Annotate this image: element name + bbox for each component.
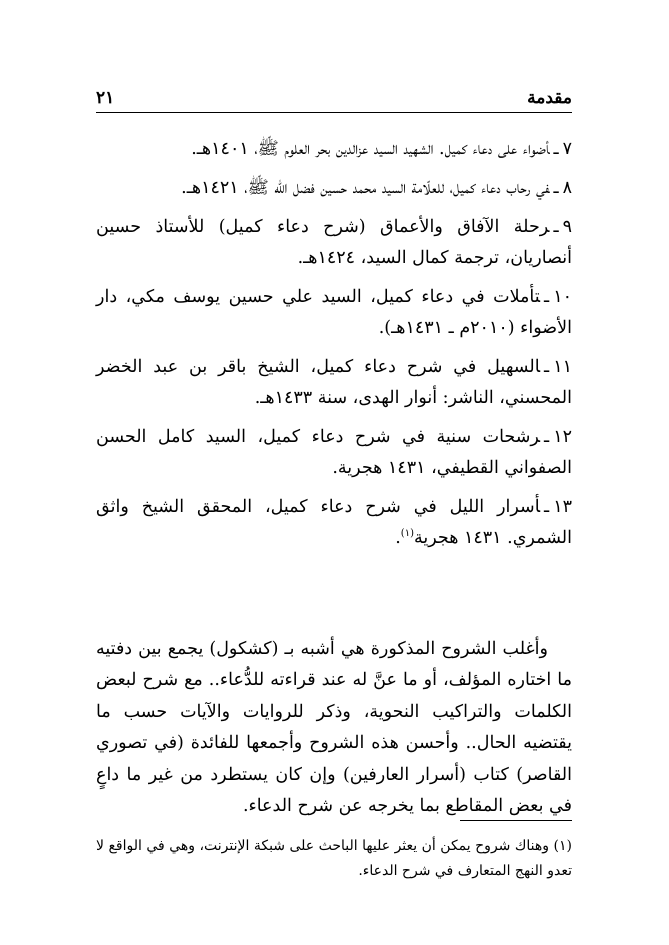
item-end-punctuation: .	[395, 528, 401, 548]
item-text: أسرار الليل في شرح دعاء كميل، المحقق الشيخ واثق الشمري. ١٤٣١ هجرية	[96, 497, 572, 548]
footnote-reference: (١)	[400, 528, 414, 540]
body-paragraph: وأغلب الشروح المذكورة هي أشبه بـ (كشكول) يجمع بين دفتيه ما اختاره المؤلف، أو ما عنَّ له عند قراءته للدُّعاء.. مع شرح لبعض الكلمات والتراكيب النحوية، وذكر للروايات والآيات حسب ما يقتضيه الحال.. وأحسن هذه الشروح وأجمعها للفائدة (في تصوري القاصر) كتاب (أسرار العارفين) وإن كان يستطرد من غير ما داعٍ في بعض المقاطع بما يخرجه عن شرح الدعاء.	[96, 638, 572, 816]
item-separator: ـ	[544, 497, 550, 517]
item-number: ٩	[562, 217, 572, 237]
item-separator: ـ	[553, 139, 559, 159]
item-separator: ـ	[553, 178, 559, 198]
page-number: ٢١	[96, 88, 115, 108]
item-separator: ـ	[553, 217, 559, 237]
footnote-mark: (١)	[553, 838, 573, 854]
item-text: السهيل في شرح دعاء كميل، الشيخ باقر بن عبد الخضر المحسني، الناشر: أنوار الهدى، سنة ١٤٣٣هـ.	[96, 357, 572, 408]
footnote	[96, 834, 572, 884]
item-text: أضواء على دعاء كميل. الشهيد السيد عزالدين بحر العلوم ﷺ، ١٤٠١هـ.	[191, 139, 550, 159]
list-item	[96, 173, 572, 204]
item-number: ١١	[553, 357, 572, 377]
item-text: تأملات في دعاء كميل، السيد علي حسين يوسف مكي، دار الأضواء (٢٠١٠م ـ ١٤٣١هـ).	[96, 287, 572, 338]
bibliography-list	[96, 134, 572, 562]
running-header	[96, 74, 572, 108]
item-number: ٧	[562, 139, 572, 159]
list-item	[96, 212, 572, 274]
section-title: مقدمة	[527, 88, 572, 108]
item-text: رشحات سنية في شرح دعاء كميل، السيد كامل الحسن الصفواني القطيفي، ١٤٣١ هجرية.	[96, 427, 572, 478]
list-item	[96, 492, 572, 554]
list-item	[96, 134, 572, 165]
item-number: ١٠	[553, 287, 572, 307]
item-text: في رحاب دعاء كميل، للعلّامة السيد محمد حسين فضل الله ﷺ، ١٤٢١هـ.	[181, 178, 550, 198]
item-number: ٨	[562, 178, 572, 198]
list-item	[96, 282, 572, 344]
item-separator: ـ	[544, 427, 550, 447]
item-separator: ـ	[544, 287, 550, 307]
footnote-divider	[460, 820, 572, 821]
item-separator: ـ	[544, 357, 550, 377]
item-number: ١٣	[553, 497, 572, 517]
item-text: رحلة الآفاق والأعماق (شرح دعاء كميل) للأستاذ حسين أنصاريان، ترجمة كمال السيد، ١٤٢٤هـ.	[96, 217, 572, 268]
footnote-text: وهناك شروح يمكن أن يعثر عليها الباحث على شبكة الإنترنت، وهي في الواقع لا تعدو النهج المتعارف في شرح الدعاء.	[96, 838, 572, 879]
header-divider	[96, 112, 572, 113]
item-number: ١٢	[553, 427, 572, 447]
list-item	[96, 352, 572, 414]
list-item	[96, 422, 572, 484]
